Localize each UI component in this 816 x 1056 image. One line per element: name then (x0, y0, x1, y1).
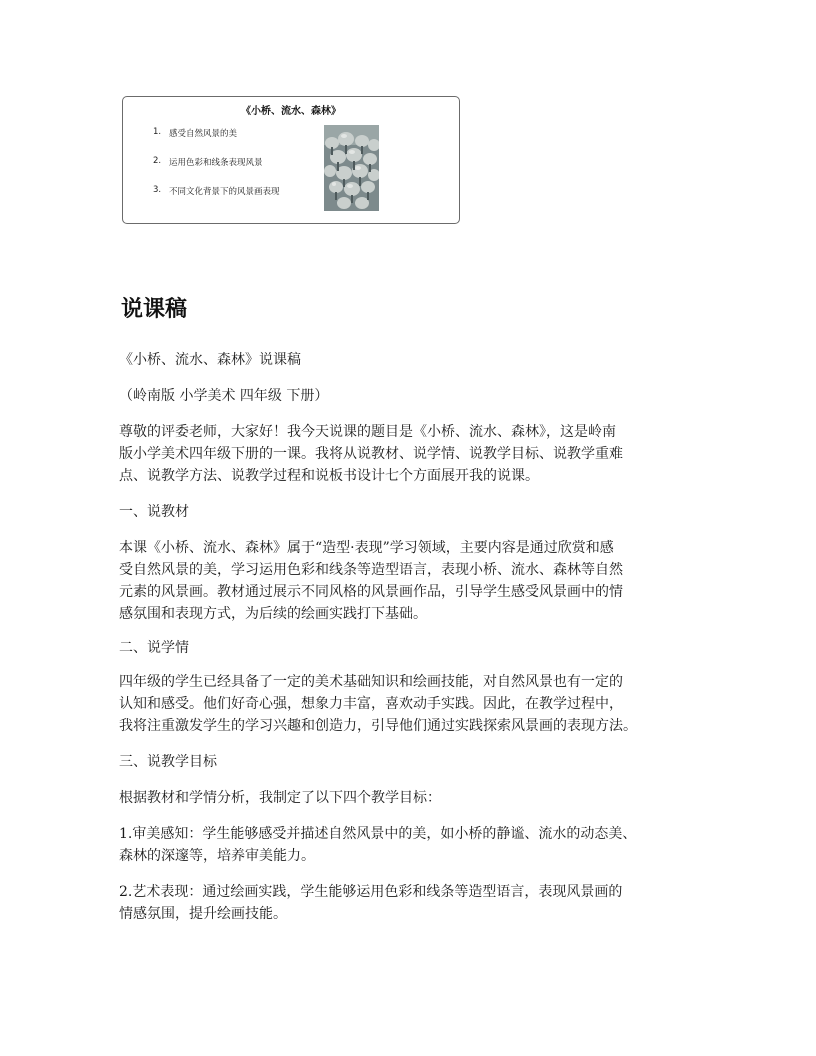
text-line: 《小桥、流水、森林》说课稿 (119, 352, 301, 368)
text-line: 我将注重激发学生的学习兴趣和创造力，引导他们通过实践探索风景画的表现方法。 (119, 718, 637, 734)
text-line: 2.艺术表现：通过绘画实践，学生能够运用色彩和线条等造型语言，表现风景画的 (119, 884, 623, 900)
text-line: 受自然风景的美，学习运用色彩和线条等造型语言，表现小桥、流水、森林等自然 (119, 562, 623, 578)
forest-landscape-image (324, 125, 379, 211)
slide-item-text: 感受自然风景的美 (169, 129, 238, 139)
slide-item-text: 运用色彩和线条表现风景 (169, 158, 263, 168)
document-heading: 说课稿 (121, 297, 188, 322)
slide-item-number: 1. (153, 127, 162, 137)
slide-list-item (153, 156, 280, 185)
section-body-students (119, 671, 719, 737)
goal-aesthetic-perception (119, 823, 719, 867)
section-heading-textbook (119, 501, 719, 523)
text-line: 一、说教材 (119, 504, 189, 520)
slide-thumbnail (122, 96, 460, 224)
slide-item-text: 不同文化背景下的风景画表现 (169, 187, 280, 197)
text-line: 感氛围和表现方式，为后续的绘画实践打下基础。 (119, 606, 427, 622)
text-line: 1.审美感知：学生能够感受并描述自然风景中的美，如小桥的静谧、流水的动态美、 (119, 826, 637, 842)
text-line: （岭南版 小学美术 四年级 下册） (119, 388, 329, 404)
section-heading-goals (119, 751, 719, 773)
slide-title: 《小桥、流水、森林》 (241, 106, 341, 117)
lesson-title (119, 349, 719, 371)
text-line: 尊敬的评委老师，大家好！我今天说课的题目是《小桥、流水、森林》，这是岭南 (119, 424, 616, 440)
slide-list-item (153, 127, 280, 156)
text-line: 森林的深邃等，培养审美能力。 (119, 848, 315, 864)
edition-info (119, 385, 719, 407)
text-line: 版小学美术四年级下册的一课。我将从说教材、说学情、说教学目标、说教学重难 (119, 446, 623, 462)
intro-paragraph (119, 421, 719, 487)
text-line: 本课《小桥、流水、森林》属于“造型·表现”学习领域，主要内容是通过欣赏和感 (119, 540, 614, 556)
text-line: 二、说学情 (119, 640, 189, 656)
slide-list-item (153, 185, 280, 214)
text-line: 情感氛围，提升绘画技能。 (119, 906, 287, 922)
section-goals-intro (119, 787, 719, 809)
text-line: 根据教材和学情分析，我制定了以下四个教学目标： (119, 790, 441, 806)
section-body-textbook (119, 537, 719, 625)
slide-item-list (153, 127, 280, 214)
text-line: 认知和感受。他们好奇心强，想象力丰富，喜欢动手实践。因此，在教学过程中， (119, 696, 623, 712)
text-line: 点、说教学方法、说教学过程和说板书设计七个方面展开我的说课。 (119, 468, 539, 484)
goal-artistic-expression (119, 881, 719, 925)
slide-item-number: 2. (153, 156, 162, 166)
text-line: 四年级的学生已经具备了一定的美术基础知识和绘画技能，对自然风景也有一定的 (119, 674, 623, 690)
text-line: 三、说教学目标 (119, 754, 217, 770)
section-heading-students (119, 637, 719, 659)
slide-item-number: 3. (153, 185, 162, 195)
text-line: 元素的风景画。教材通过展示不同风格的风景画作品，引导学生感受风景画中的情 (119, 584, 623, 600)
